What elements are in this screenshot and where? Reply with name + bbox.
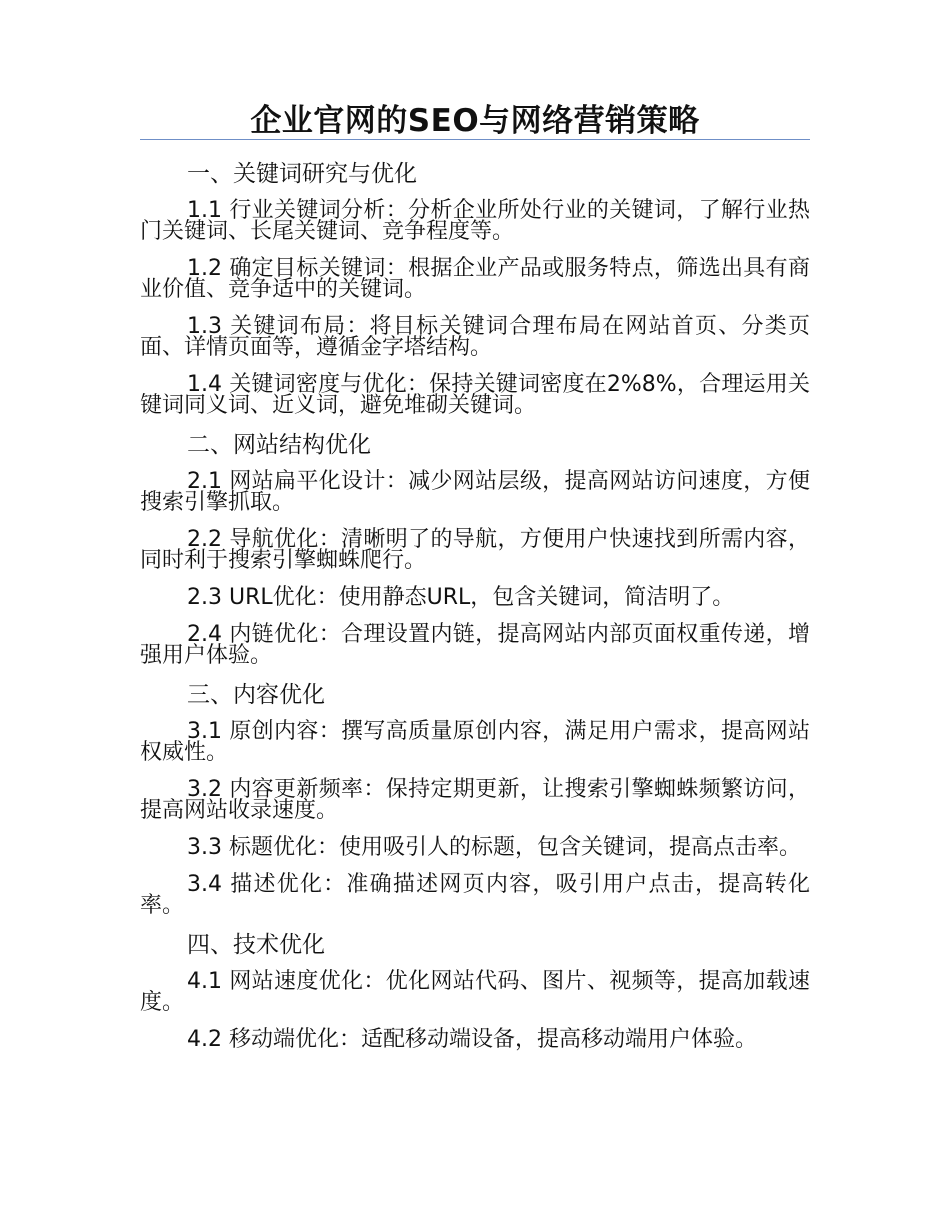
paragraph: 1.1 行业关键词分析：分析企业所处行业的关键词，了解行业热门关键词、长尾关键词、竞争程度等。 (140, 198, 810, 244)
paragraph: 1.3 关键词布局：将目标关键词合理布局在网站首页、分类页面、详情页面等，遵循金字塔结构。 (140, 314, 810, 360)
title-underline (140, 139, 810, 140)
section-heading: 二、网站结构优化 (187, 432, 371, 458)
paragraph: 2.2 导航优化：清晰明了的导航，方便用户快速找到所需内容，同时利于搜索引擎蜘蛛爬行。 (140, 527, 810, 573)
paragraph: 2.1 网站扁平化设计：减少网站层级，提高网站访问速度，方便搜索引擎抓取。 (140, 469, 810, 515)
paragraph: 3.1 原创内容：撰写高质量原创内容，满足用户需求，提高网站权威性。 (140, 719, 810, 765)
paragraph: 3.4 描述优化：准确描述网页内容，吸引用户点击，提高转化率。 (140, 872, 810, 918)
document-body (140, 158, 810, 1063)
paragraph: 4.2 移动端优化：适配移动端设备，提高移动端用户体验。 (187, 1027, 757, 1052)
paragraph: 2.4 内链优化：合理设置内链，提高网站内部页面权重传递，增强用户体验。 (140, 622, 810, 668)
paragraph: 3.2 内容更新频率：保持定期更新，让搜索引擎蜘蛛频繁访问，提高网站收录速度。 (140, 777, 810, 823)
section-heading: 三、内容优化 (187, 682, 325, 708)
paragraph: 3.3 标题优化：使用吸引人的标题，包含关键词，提高点击率。 (187, 835, 801, 860)
paragraph: 2.3 URL优化：使用静态URL，包含关键词，简洁明了。 (187, 585, 735, 610)
paragraph: 4.1 网站速度优化：优化网站代码、图片、视频等，提高加载速度。 (140, 969, 810, 1015)
document-title: 企业官网的SEO与网络营销策略 (250, 103, 700, 139)
paragraph: 1.2 确定目标关键词：根据企业产品或服务特点，筛选出具有商业价值、竞争适中的关键词。 (140, 256, 810, 302)
section-heading: 一、关键词研究与优化 (187, 161, 417, 187)
paragraph: 1.4 关键词密度与优化：保持关键词密度在2%8%，合理运用关键词同义词、近义词，避免堆砌关键词。 (140, 372, 810, 418)
section-heading: 四、技术优化 (187, 932, 325, 958)
